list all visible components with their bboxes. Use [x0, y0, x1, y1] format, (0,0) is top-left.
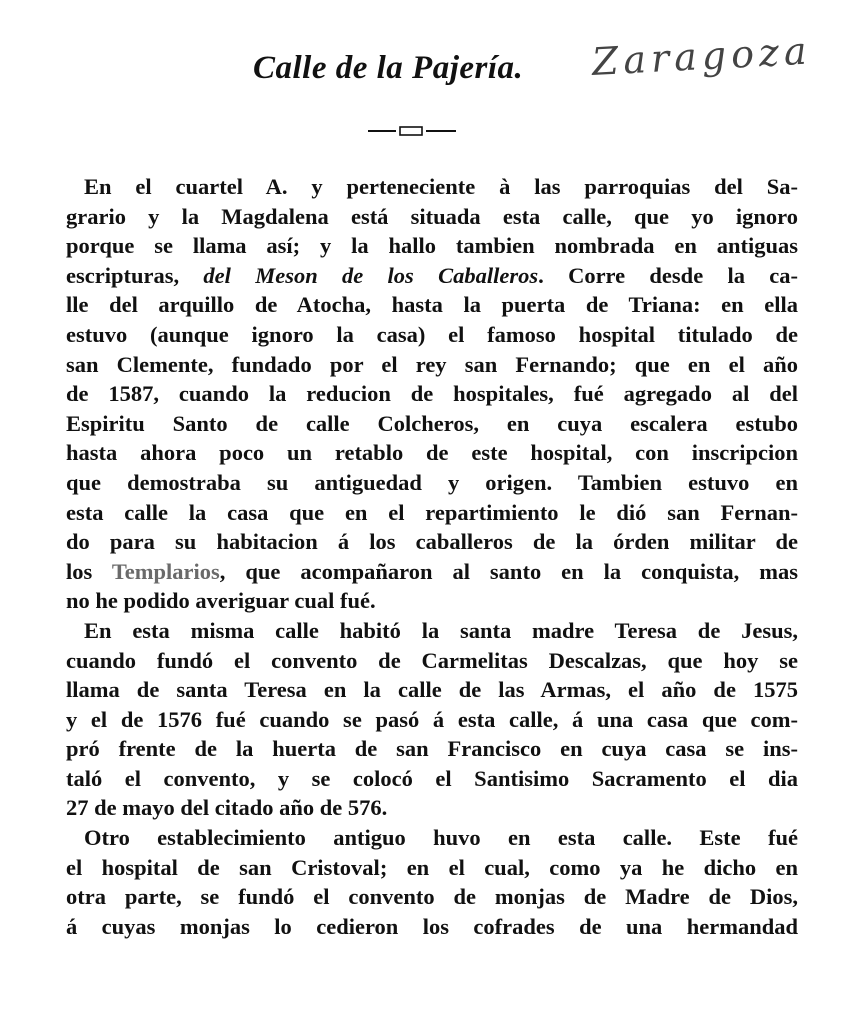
text-segment: los [66, 558, 93, 584]
paragraph-3 [66, 823, 798, 941]
text-line: cuando fundó el convento de Carmelitas Descalzas, que hoy se [66, 647, 798, 673]
text-line [66, 261, 798, 291]
text-line: taló el convento, y se colocó el Santisimo Sacramento el dia [66, 765, 798, 791]
text-segment: . Corre desde la ca- [538, 262, 799, 288]
italic-phrase: del Meson de los Caballeros [203, 262, 539, 288]
text-line: En esta misma calle habitó la santa madre Teresa de Jesus, [84, 617, 798, 643]
text-segment: escripturas, [66, 262, 180, 288]
paragraph-2 [66, 616, 798, 823]
text-line: que demostraba su antiguedad y origen. Tambien estuvo en [66, 469, 798, 495]
text-line: grario y la Magdalena está situada esta calle, que yo ignoro [66, 203, 798, 229]
text-line: llama de santa Teresa en la calle de las Armas, el año de 1575 [66, 677, 798, 703]
text-line: lle del arquillo de Atocha, hasta la puerta de Triana: en ella [66, 292, 798, 318]
ornament-divider [368, 126, 456, 136]
text-line: En el cuartel A. y perteneciente à las parroquias del Sa- [84, 174, 798, 199]
text-line: Otro establecimiento antiguo huvo en esta calle. Este fué [84, 825, 798, 851]
text-line: no he podido averiguar cual fué. [66, 588, 376, 614]
text-line: porque se llama así; y la hallo tambien nombrada en antiguas [66, 233, 798, 259]
text-line: otra parte, se fundó el convento de monjas de Madre de Dios, [66, 884, 798, 910]
page-header [0, 28, 850, 110]
text-line: de 1587, cuando la reducion de hospitales, fué agregado al del [66, 381, 798, 407]
faded-word: Templarios [111, 558, 220, 584]
text-line: Espiritu Santo de calle Colcheros, en cuya escalera estubo [66, 410, 798, 436]
body-text [66, 172, 798, 941]
text-line: pró frente de la huerta de san Francisco en cuya casa se ins- [66, 736, 798, 762]
text-line: á cuyas monjas lo cedieron los cofrades de una hermandad [66, 913, 798, 939]
text-line [66, 557, 798, 587]
text-line: y el de 1576 fué cuando se pasó á esta calle, á una casa que com- [66, 706, 798, 732]
handwritten-annotation: Zaragoza [590, 28, 813, 84]
text-line: 27 de mayo del citado año de 576. [66, 795, 388, 821]
text-line: esta calle la casa que en el repartimiento le dió san Fernan- [66, 499, 798, 525]
text-line: el hospital de san Cristoval; en el cual, como ya he dicho en [66, 854, 798, 880]
text-line: hasta ahora poco un retablo de este hospital, con inscripcion [66, 440, 798, 466]
text-line: do para su habitacion á los caballeros de la órden militar de [66, 529, 798, 555]
paragraph-1 [66, 172, 798, 616]
text-line: san Clemente, fundado por el rey san Fernando; que en el año [66, 351, 798, 377]
text-segment: , que acompañaron al santo en la conquista, mas [219, 558, 799, 584]
text-line: estuvo (aunque ignoro la casa) el famoso hospital titulado de [66, 321, 798, 347]
page-title: Calle de la Pajería. [253, 50, 524, 86]
